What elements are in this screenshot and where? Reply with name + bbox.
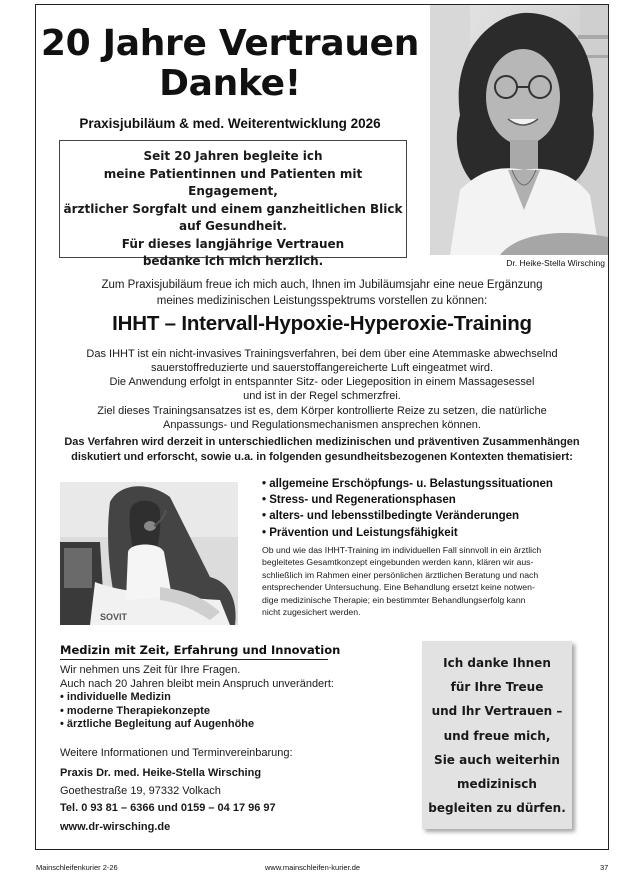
- description-line: Anpassungs- und Regulationsmechanismen ansprechen können.: [163, 419, 481, 431]
- portrait-caption: Dr. Heike-Stella Wirsching: [506, 258, 605, 268]
- bullet-item: • alters- und lebensstilbedingte Veränderungen: [262, 510, 520, 523]
- medizin-item: • individuelle Medizin: [60, 691, 171, 703]
- disclaimer-line: entsprechender Untersuchung. Eine Behandlung ersetzt keine notwen-: [262, 582, 535, 593]
- intro-line: Für dieses langjährige Vertrauen: [121, 236, 345, 251]
- medizin-line: Auch nach 20 Jahren bleibt mein Anspruch unverändert:: [60, 677, 334, 690]
- ihht-chair-photo: [60, 482, 238, 625]
- section-divider: [60, 659, 328, 660]
- thanks-line: Sie auch weiterhin: [434, 752, 560, 767]
- footer-page-number: 37: [600, 863, 609, 872]
- footer-website[interactable]: www.mainschleifen-kurier.de: [265, 863, 361, 872]
- headline: [36, 24, 424, 104]
- bullet-item: • allgemeine Erschöpfungs- u. Belastungssituationen: [262, 478, 553, 490]
- medizin-item: • moderne Therapiekonzepte: [60, 704, 210, 717]
- description-line: Das IHHT ist ein nicht-invasives Trainingsverfahren, bei dem über eine Atemmaske abwechselnd: [86, 348, 558, 360]
- disclaimer-line: Ob und wie das IHHT-Training im individuellen Fall sinnvoll in ein ärztlich: [262, 545, 542, 555]
- disclaimer-line: dige medizinische Therapie; ein bestimmter Behandlungserfolg kann: [262, 594, 526, 605]
- intro-line: Seit 20 Jahren begleite ich: [143, 149, 323, 163]
- intro-line: auf Gesundheit.: [179, 219, 287, 233]
- description-line: Ziel dieses Trainingsansatzes ist es, dem Körper kontrollierte Reize zu setzen, die natürliche: [97, 405, 547, 417]
- disclaimer-line: nicht zugesichert werden.: [262, 607, 361, 618]
- medizin-line: Wir nehmen uns Zeit für Ihre Fragen.: [60, 664, 241, 676]
- lead-line: meines medizinischen Leistungsspektrums vorstellen zu können:: [156, 295, 488, 307]
- thanks-box: [422, 641, 572, 829]
- phone-number[interactable]: Tel. 0 93 81 – 6366 und 0159 – 04 17 96 97: [60, 802, 276, 814]
- thanks-line: und freue mich,: [443, 728, 551, 743]
- medizin-body: [60, 664, 380, 732]
- description-bold-line: Das Verfahren wird derzeit in unterschiedlichen medizinischen und präventiven Zusammenhängen: [64, 436, 580, 448]
- disclaimer: [262, 544, 592, 618]
- description-line: und ist in der Regel schmerzfrei.: [243, 390, 401, 402]
- headline-line-1: 20 Jahre Vertrauen: [40, 23, 420, 64]
- footer-publication: Mainschleifenkurier 2-26: [36, 863, 118, 872]
- doctor-portrait-photo: [430, 5, 608, 255]
- bullet-item: • Stress- und Regenerationsphasen: [262, 494, 456, 507]
- intro-line: ärztlicher Sorgfalt und einem ganzheitlichen Blick: [63, 201, 403, 216]
- thanks-line: Ich danke Ihnen: [443, 656, 551, 670]
- medizin-item: • ärztliche Begleitung auf Augenhöhe: [60, 718, 255, 730]
- bullet-item: • Prävention und Leistungsfähigkeit: [262, 526, 458, 539]
- description-line: Die Anwendung erfolgt in entspannter Sitz- oder Liegeposition in einem Massagesessel: [109, 376, 535, 388]
- disclaimer-line: begleitetes Gesamtkonzept eingebunden werden kann, klären wir aus-: [262, 557, 534, 568]
- website-link[interactable]: www.dr-wirsching.de: [60, 821, 171, 833]
- intro-line: bedanke ich mich herzlich.: [142, 254, 324, 268]
- intro-box: [59, 140, 407, 268]
- practice-address: Goethestraße 19, 97332 Volkach: [60, 785, 221, 797]
- thanks-line: begleiten zu dürfen.: [428, 801, 566, 816]
- intro-line: meine Patientinnen und Patienten mit Engagement,: [103, 166, 363, 198]
- description-line: sauerstoffreduzierte und sauerstoffangereicherte Luft eingeatmet wird.: [150, 362, 494, 374]
- thanks-line: und Ihr Vertrauen –: [431, 704, 563, 719]
- section-title: Medizin mit Zeit, Erfahrung und Innovation: [60, 643, 341, 657]
- lead-line: Zum Praxisjubiläum freue ich mich auch, Ihnen im Jubiläumsjahr eine neue Ergänzung: [101, 279, 543, 291]
- headline-line-2: Danke!: [159, 63, 301, 104]
- ihht-title: IHHT – Intervall-Hypoxie-Hyperoxie-Training: [112, 312, 532, 335]
- thanks-line: für Ihre Treue: [450, 680, 544, 695]
- contact-intro: Weitere Informationen und Terminvereinbarung:: [60, 747, 293, 759]
- thanks-line: medizinisch: [457, 777, 537, 792]
- description-bold-line: diskutiert und erforscht, sowie u.a. in folgenden gesundheitsbezogenen Kontexten thematisiert:: [71, 451, 573, 463]
- subheading: Praxisjubiläum & med. Weiterentwicklung 2026: [79, 116, 381, 131]
- practice-name: Praxis Dr. med. Heike-Stella Wirsching: [60, 767, 262, 779]
- bullet-list: [262, 476, 602, 541]
- chair-brand-text: SOVIT: [100, 612, 128, 622]
- disclaimer-line: schließlich im Rahmen einer persönlichen ärztlichen Beratung und nach: [262, 569, 539, 580]
